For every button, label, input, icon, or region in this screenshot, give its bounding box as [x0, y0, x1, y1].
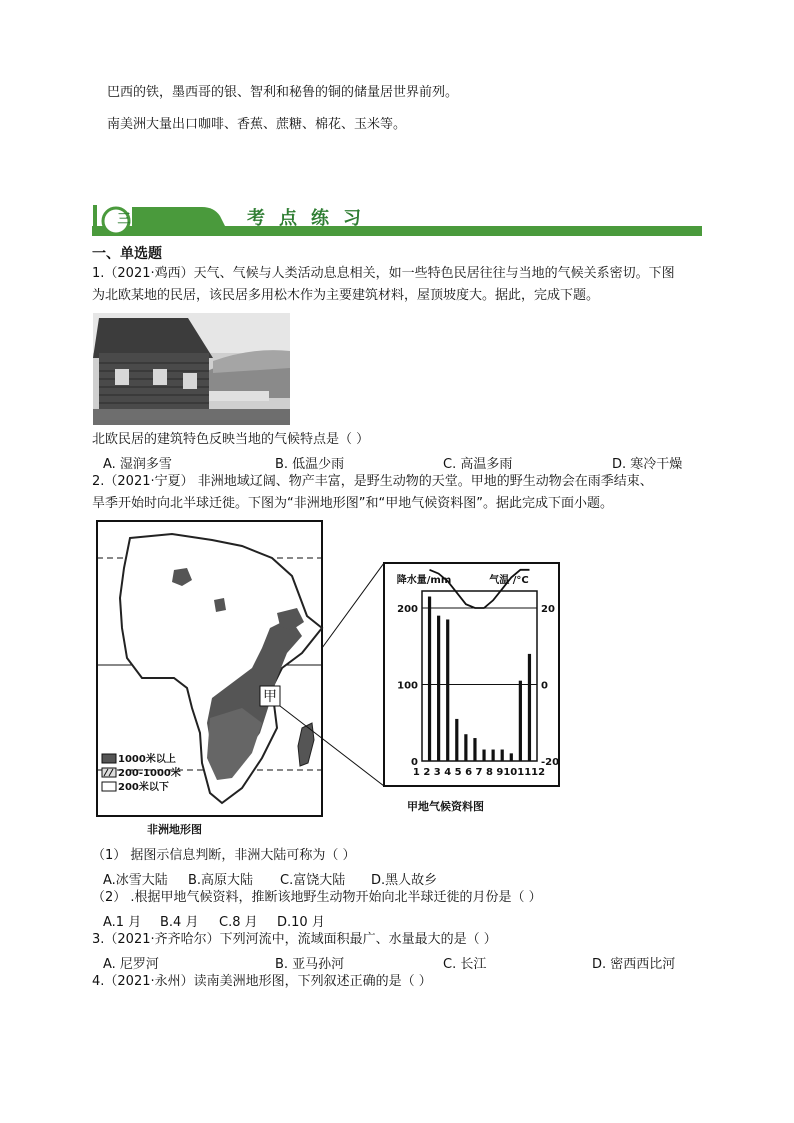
legend-1000: 1000米以上	[118, 754, 176, 765]
q1-option-d[interactable]: D. 寒冷干燥	[612, 457, 683, 472]
q3-stem: 3.（2021·齐齐哈尔）下列河流中，流域面积最广、水量最大的是（ ）	[92, 932, 497, 947]
y-tick-label: 0	[411, 757, 418, 768]
precip-bar-7	[482, 750, 485, 761]
y2-tick-label: -20	[541, 757, 559, 768]
y-tick-label: 100	[397, 680, 418, 692]
precip-bar-9	[501, 750, 504, 761]
q2-sub2-option-d[interactable]: D.10 月	[277, 915, 325, 930]
q2-sub2-option-a[interactable]: A.1 月	[103, 915, 142, 930]
chart-y2label: 气温 /°C	[489, 575, 529, 586]
legend-200-1000: 200-1000米	[118, 768, 181, 779]
precip-bar-6	[473, 738, 476, 761]
precip-bar-5	[464, 734, 467, 761]
nordic-house-photo	[93, 313, 290, 425]
climate-chart-caption: 甲地气候资料图	[407, 800, 484, 813]
legend-200: 200米以下	[118, 782, 169, 793]
q2-sub1-option-c[interactable]: C.富饶大陆	[280, 873, 346, 888]
precip-bar-8	[492, 750, 495, 761]
q2-sub1-stem: （1） 据图示信息判断，非洲大陆可称为（ ）	[92, 848, 356, 863]
precip-bar-11	[519, 681, 522, 761]
q2-sub1-option-a[interactable]: A.冰雪大陆	[103, 873, 168, 888]
africa-map-caption: 非洲地形图	[147, 823, 202, 836]
q1-line-2: 为北欧某地的民居，该民居多用松木作为主要建筑材料，屋顶坡度大。据此，完成下题。	[92, 288, 600, 303]
q2-sub1-option-d[interactable]: D.黑人故乡	[371, 873, 438, 888]
q1-option-c[interactable]: C. 高温多雨	[443, 457, 513, 472]
heading-single-choice: 一、单选题	[92, 246, 162, 262]
q2-sub1-option-b[interactable]: B.高原大陆	[188, 873, 254, 888]
q3-option-c[interactable]: C. 长江	[443, 957, 487, 972]
q1-option-b[interactable]: B. 低温少雨	[275, 457, 345, 472]
q2-line-2: 旱季开始时向北半球迁徙。下图为“非洲地形图”和“甲地气候资料图”。据此完成下面小题。	[92, 496, 613, 511]
section-badge: 三	[117, 212, 131, 227]
q1-stem: 北欧民居的建筑特色反映当地的气候特点是（ ）	[92, 432, 370, 447]
y-tick-label: 200	[397, 604, 418, 615]
precip-bar-4	[455, 719, 458, 761]
section-header-bar	[92, 204, 702, 236]
q2-sub2-option-c[interactable]: C.8 月	[219, 915, 258, 930]
y2-tick-label: 20	[541, 604, 555, 615]
q3-option-d[interactable]: D. 密西西比河	[592, 957, 676, 972]
q4-stem: 4.（2021·永州）读南美洲地形图，下列叙述正确的是（ ）	[92, 974, 432, 989]
q2-sub2-stem: （2） .根据甲地气候资料，推断该地野生动物开始向北半球迁徙的月份是（ ）	[92, 890, 542, 905]
y2-tick-label: 0	[541, 680, 548, 692]
q1-line-1: 1.（2021·鸡西）天气、气候与人类活动息息相关，如一些特色民居往往与当地的气候关系密切。下图	[92, 266, 675, 281]
q2-sub2-option-b[interactable]: B.4 月	[160, 915, 199, 930]
highland-north-2	[214, 598, 226, 612]
q3-option-a[interactable]: A. 尼罗河	[103, 957, 159, 972]
intro-line-1: 巴西的铁，墨西哥的银、智利和秘鲁的铜的储量居世界前列。	[107, 85, 459, 100]
q3-option-b[interactable]: B. 亚马孙河	[275, 957, 345, 972]
q1-option-a[interactable]: A. 湿润多雪	[103, 457, 172, 472]
climate-chart	[384, 563, 559, 786]
map-label-jia: 甲	[263, 689, 277, 705]
precip-bar-12	[528, 654, 531, 761]
chart-x-ticks: 1 2 3 4 5 6 7 8 9101112	[412, 767, 546, 778]
precip-bar-2	[437, 616, 440, 761]
intro-line-2: 南美洲大量出口咖啡、香蕉、蔗糖、棉花、玉米等。	[107, 117, 407, 132]
section-title: 考点练习	[247, 208, 375, 229]
q2-line-1: 2.（2021·宁夏） 非洲地域辽阔、物产丰富，是野生动物的天堂。甲地的野生动物会在雨季结束、	[92, 474, 653, 489]
precip-bar-10	[510, 753, 513, 761]
precip-bar-3	[446, 619, 449, 761]
chart-ylabel: 降水量/mm	[396, 575, 452, 586]
precip-bar-1	[428, 597, 431, 761]
